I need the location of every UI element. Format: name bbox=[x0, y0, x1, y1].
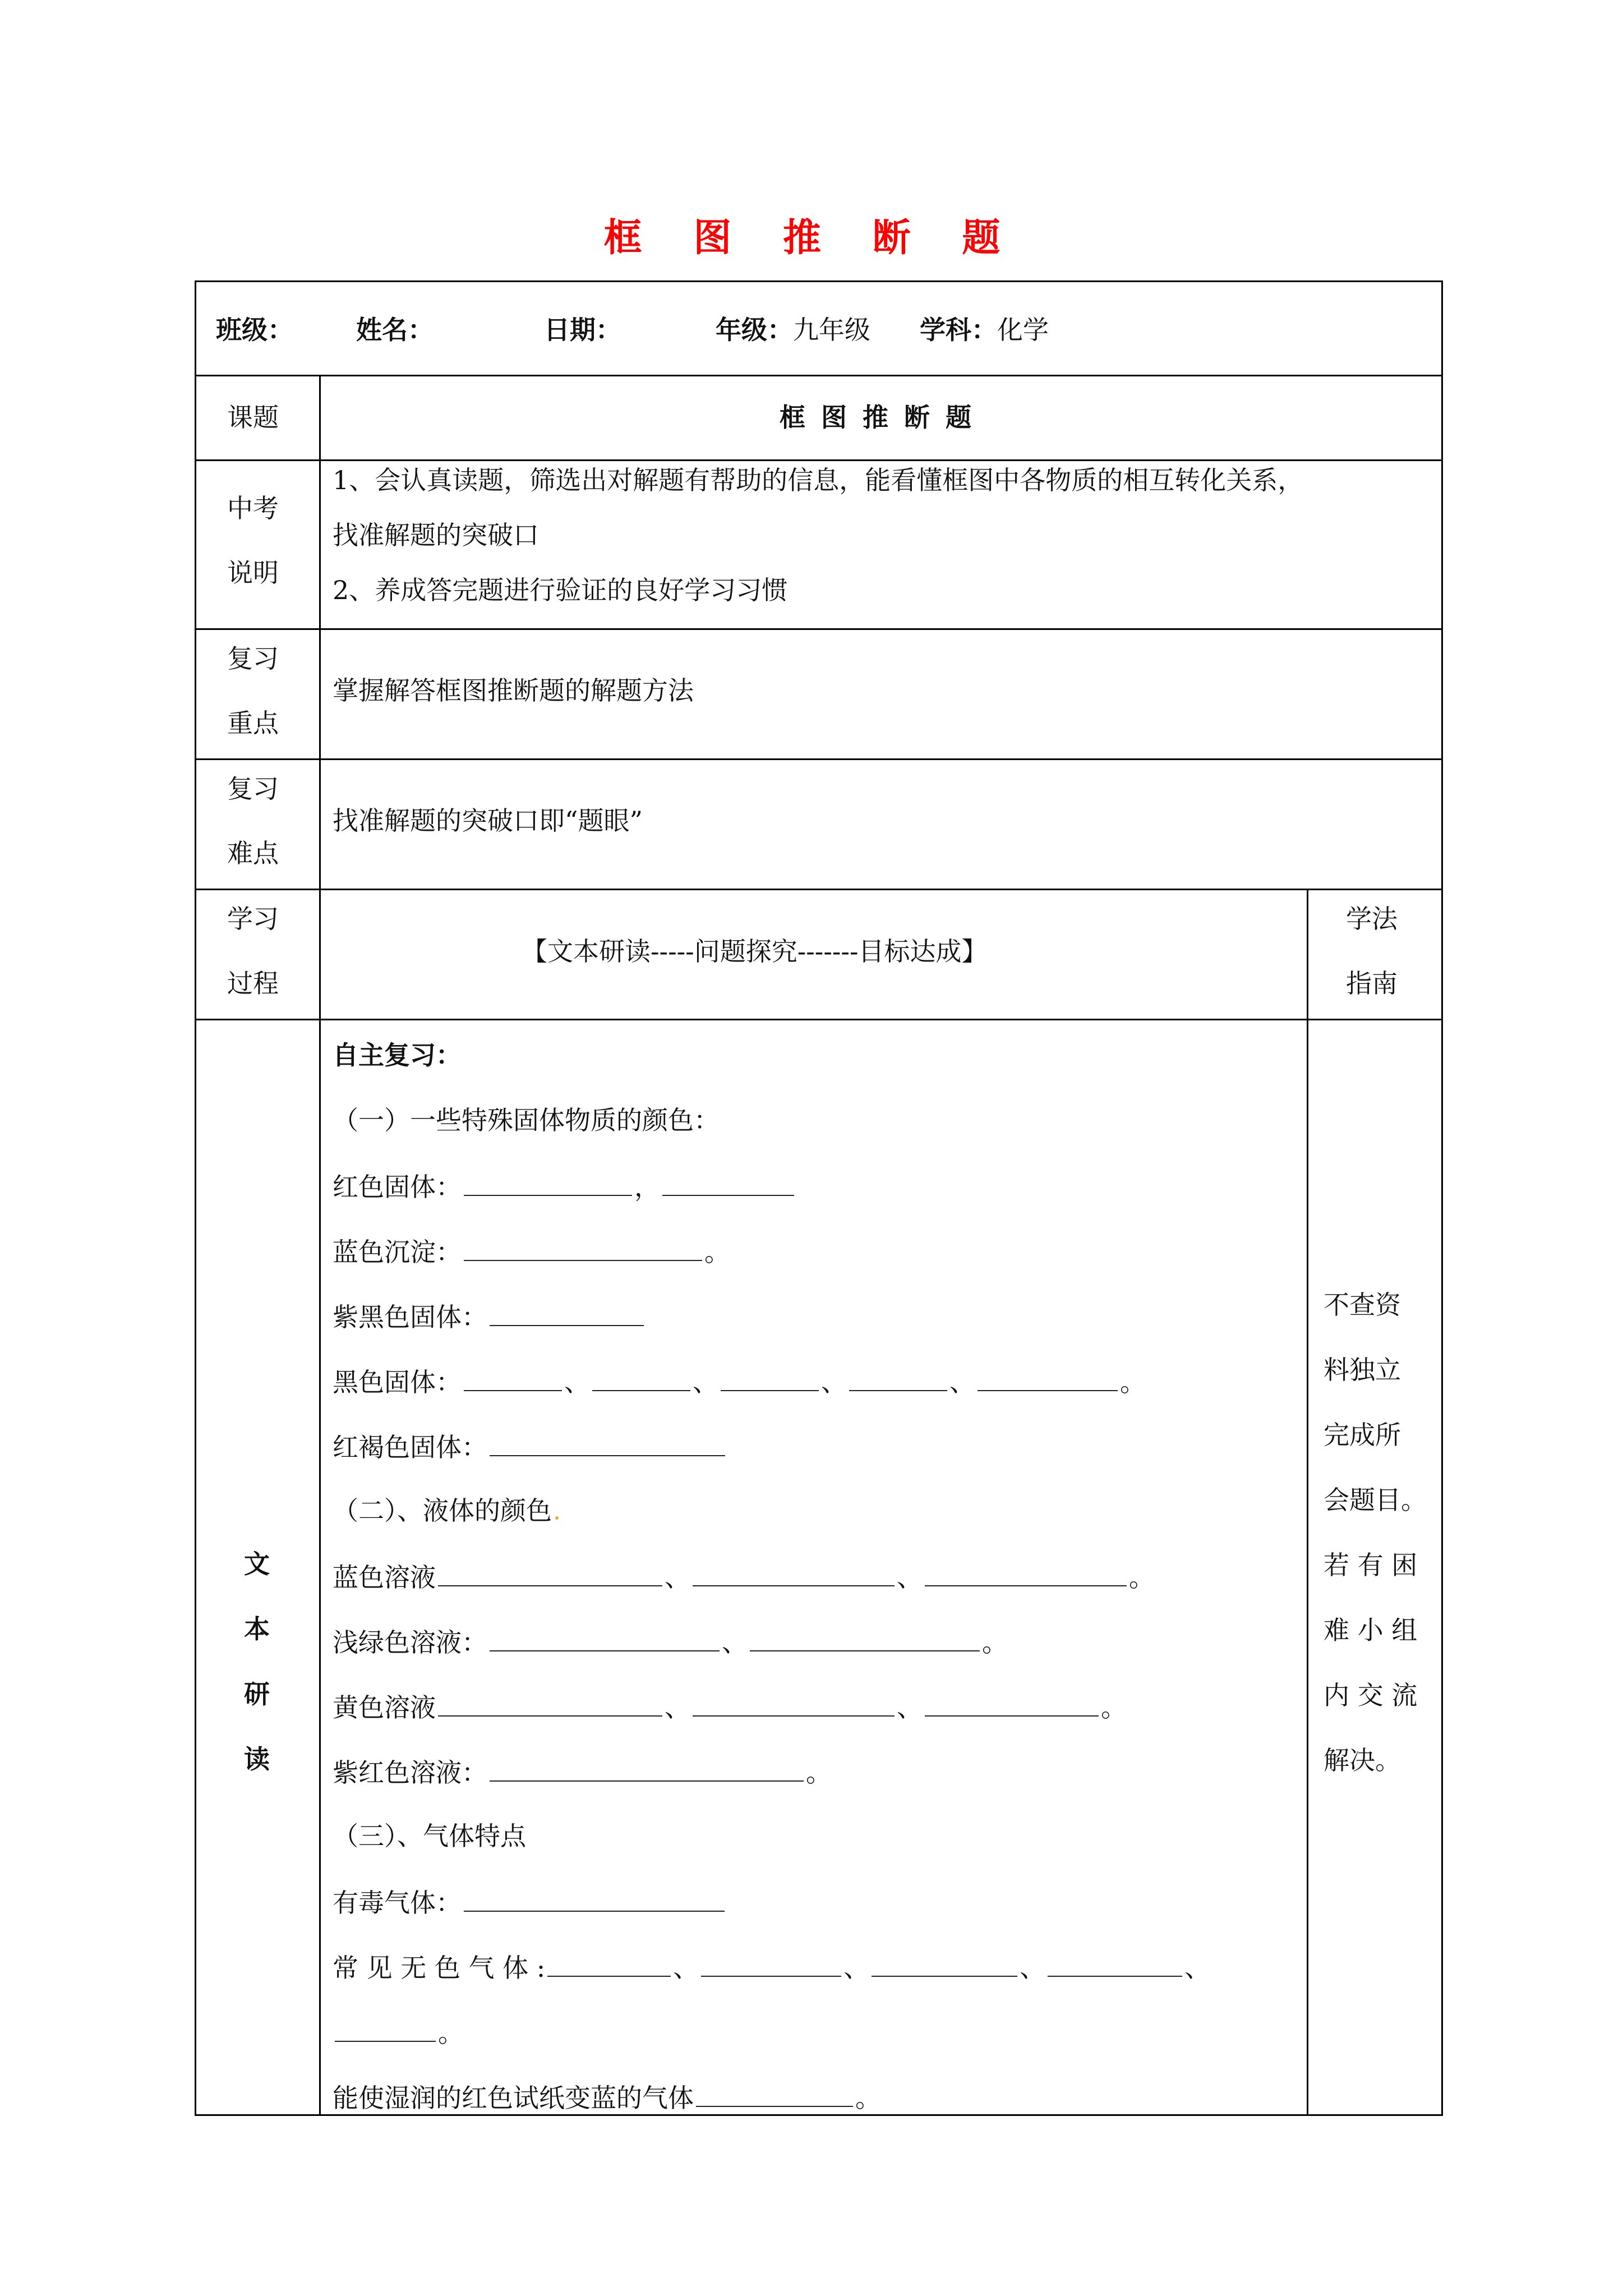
fill-line: 有毒气体： bbox=[333, 1888, 727, 1916]
blank[interactable] bbox=[547, 1953, 671, 1977]
difficulty-label: 复习 bbox=[227, 774, 279, 804]
blank[interactable] bbox=[490, 1758, 804, 1782]
subject-label: 学科： bbox=[920, 315, 997, 345]
guide-line: 难 小 组 bbox=[1324, 1615, 1418, 1645]
grade-field bbox=[716, 317, 870, 343]
topic-label: 课题 bbox=[227, 402, 279, 432]
blank[interactable] bbox=[592, 1368, 690, 1391]
fill-line: 紫黑色固体： bbox=[333, 1303, 646, 1330]
topic-value: 框 图 推 断 题 bbox=[780, 402, 975, 432]
difficulty-label: 难点 bbox=[227, 838, 279, 868]
method-label: 学法 bbox=[1346, 904, 1398, 934]
fill-line: 黄色溶液 、 、 。 bbox=[333, 1692, 1127, 1723]
process-label: 学习 bbox=[227, 904, 279, 934]
blank[interactable] bbox=[464, 1368, 562, 1391]
blank[interactable] bbox=[849, 1368, 947, 1391]
guide-line: 完成所 bbox=[1324, 1420, 1401, 1450]
process-value: 【文本研读-----问题探究-------目标达成】 bbox=[522, 936, 988, 967]
guide-line: 解决。 bbox=[1324, 1745, 1401, 1775]
exam-line: 2、养成答完题进行验证的良好学习习惯 bbox=[333, 575, 788, 605]
column-divider bbox=[1307, 889, 1308, 2114]
focus-label: 复习 bbox=[227, 643, 279, 674]
fill-line: 蓝色溶液 、 、 。 bbox=[333, 1562, 1155, 1593]
row-divider bbox=[196, 375, 1441, 376]
difficulty-value: 找准解题的突破口即“题眼” bbox=[333, 806, 643, 836]
fill-line: 蓝色沉淀： 。 bbox=[333, 1237, 730, 1267]
page-title: 框 图 推 断 题 bbox=[603, 216, 1020, 260]
blank[interactable] bbox=[490, 1628, 720, 1651]
side-label-char: 文 bbox=[244, 1549, 270, 1579]
guide-line: 若 有 困 bbox=[1324, 1550, 1418, 1580]
fill-line: 浅绿色溶液： 、 。 bbox=[333, 1627, 1008, 1658]
guide-line: 内 交 流 bbox=[1324, 1680, 1418, 1710]
fill-line: 紫红色溶液： 。 bbox=[333, 1757, 832, 1788]
fill-line: 常 见 无 色 气 体 : 、 、 、 、 bbox=[333, 1953, 1211, 1983]
blank[interactable] bbox=[438, 1693, 662, 1717]
self-review-heading: 自主复习： bbox=[333, 1040, 462, 1070]
guide-line: 料独立 bbox=[1324, 1355, 1401, 1385]
side-label-char: 本 bbox=[244, 1614, 270, 1644]
row-divider bbox=[196, 1019, 1441, 1020]
blank[interactable] bbox=[701, 1953, 841, 1977]
focus-value: 掌握解答框图推断题的解题方法 bbox=[333, 675, 694, 706]
blank[interactable] bbox=[925, 1563, 1127, 1586]
blank[interactable] bbox=[693, 1563, 895, 1586]
blank[interactable] bbox=[438, 1563, 662, 1586]
blank[interactable] bbox=[490, 1303, 644, 1326]
exam-label: 说明 bbox=[227, 558, 279, 588]
blank[interactable] bbox=[721, 1368, 819, 1391]
section-heading: （一）一些特殊固体物质的颜色： bbox=[333, 1105, 720, 1135]
blank[interactable] bbox=[662, 1172, 794, 1196]
method-label: 指南 bbox=[1346, 968, 1398, 999]
fill-line: 红色固体： ， bbox=[333, 1172, 796, 1200]
blank[interactable] bbox=[335, 2018, 436, 2042]
guide-line: 会题目。 bbox=[1324, 1485, 1427, 1515]
fill-line: 能使湿润的红色试纸变蓝的气体 。 bbox=[333, 2083, 881, 2113]
process-label: 过程 bbox=[227, 968, 279, 999]
focus-label: 重点 bbox=[227, 708, 279, 738]
blank[interactable] bbox=[693, 1693, 895, 1717]
row-divider bbox=[196, 758, 1441, 760]
grade-label: 年级： bbox=[716, 315, 793, 345]
blank[interactable] bbox=[464, 1172, 632, 1196]
grade-value: 九年级 bbox=[793, 315, 870, 345]
subject-field bbox=[920, 317, 1049, 343]
blank[interactable] bbox=[464, 1888, 725, 1912]
guide-line: 不查资 bbox=[1324, 1290, 1401, 1320]
exam-label: 中考 bbox=[227, 493, 279, 523]
class-label: 班级： bbox=[216, 315, 293, 345]
side-label-char: 研 bbox=[244, 1679, 270, 1709]
row-divider bbox=[196, 628, 1441, 630]
blank[interactable] bbox=[464, 1237, 702, 1261]
blank[interactable] bbox=[925, 1693, 1099, 1717]
row-divider bbox=[196, 459, 1441, 461]
name-label: 姓名： bbox=[356, 315, 434, 345]
blank[interactable] bbox=[1048, 1953, 1182, 1977]
blank[interactable] bbox=[750, 1628, 980, 1651]
dot-mark bbox=[555, 1516, 559, 1520]
blank[interactable] bbox=[490, 1433, 725, 1456]
section-heading: （二）、液体的颜色 bbox=[333, 1498, 559, 1524]
fill-line: 黑色固体： 、 、 、 、 。 bbox=[333, 1367, 1146, 1397]
date-label: 日期： bbox=[544, 315, 621, 345]
blank[interactable] bbox=[872, 1953, 1017, 1977]
exam-line: 找准解题的突破口 bbox=[333, 520, 539, 550]
section-heading: （三）、气体特点 bbox=[333, 1821, 526, 1851]
exam-line: 1、会认真读题，筛选出对解题有帮助的信息，能看懂框图中各物质的相互转化关系， bbox=[333, 465, 1304, 495]
subject-value: 化学 bbox=[997, 315, 1049, 345]
lesson-table bbox=[195, 280, 1443, 2116]
fill-line: 。 bbox=[333, 2018, 464, 2046]
column-divider bbox=[319, 375, 321, 2114]
side-label-char: 读 bbox=[244, 1744, 270, 1774]
blank[interactable] bbox=[978, 1368, 1118, 1391]
row-divider bbox=[196, 889, 1441, 890]
blank[interactable] bbox=[696, 2083, 853, 2107]
fill-line: 红褐色固体： bbox=[333, 1433, 727, 1460]
